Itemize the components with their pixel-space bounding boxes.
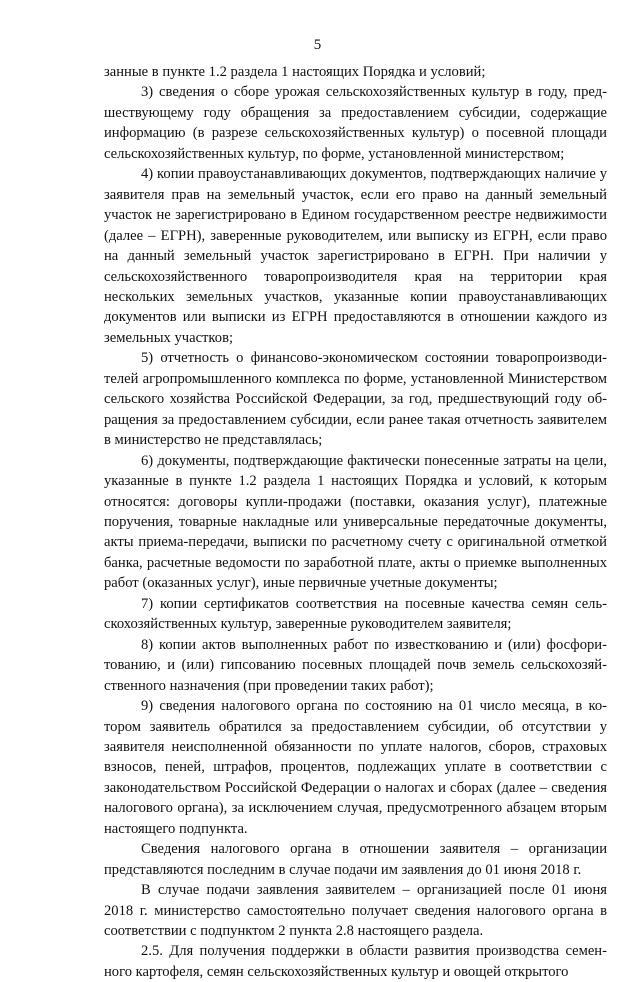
paragraph-section-2-5: 2.5. Для получения поддержки в области развития производства семенного картофеля, семян сельскохозяйственных культур и овощей открытого (104, 943, 607, 980)
document-body (104, 62, 607, 982)
paragraph-item-4: 4) копии правоустанавливающих документов, подтверждающих наличие у заявителя прав на земельный участок, если его право на данный земельный участок не зарегистрировано в Едином государственном реестре недвижимости (далее – ЕГРН), заверенные руководителем, или выписку из ЕГРН, если право на данный земельный участок зарегистрировано в ЕГРН. При наличии у сельскохозяйственного товаропроизводителя края на территории края нескольких земельных участков, указанные копии правоустанавливающих документов или выписки из ЕГРН предоставляются в отношении каждого из земельных участков; (104, 166, 607, 346)
paragraph-item-6: 6) документы, подтверждающие фактически понесенные затраты на цели, указанные в пункте 1.2 раздела 1 настоящих Порядка и условий, к которым относятся: договоры купли-продажи (поставки, оказания услуг), платежные поручения, товарные накладные или универсальные передаточные документы, акты приема-передачи, выписки по расчетному счету с оригинальной отметкой банка, расчетные ведомости по заработной плате, акты о приемке выполненных работ (оказанных услуг), иные первичные учетные документы; (104, 452, 607, 592)
paragraph-item-7: 7) копии сертификатов соответствия на посевные качества семян сельскохозяйственных культур, заверенные руководителем заявителя; (104, 595, 607, 633)
page-number: 5 (313, 37, 322, 53)
paragraph-tax-info-after-june: В случае подачи заявления заявителем – организацией после 01 июня 2018 г. министерство самостоятельно получает сведения налогового органа в соответствии с подпунктом 2 пункта 2.8 настоящего раздела. (104, 882, 607, 940)
paragraph-tax-info-organization: Сведения налогового органа в отношении заявителя – организации представляются последним в случае подачи им заявления до 01 июня 2018 г. (104, 841, 607, 878)
paragraph-item-5: 5) отчетность о финансово-экономическом состоянии товаропроизводителей агропромышленного комплекса по форме, установленной Министерством сельского хозяйства Российской Федерации, за год, предшествующий году обращения за предоставлением субсидии, если ранее такая отчетность заявителем в министерство не представлялась; (104, 350, 607, 449)
paragraph-item-3: 3) сведения о сборе урожая сельскохозяйственных культур в году, предшествующему году обращения за предоставлением субсидии, содержащие информацию (в разрезе сельскохозяйственных культур) о посевной площади сельскохозяйственных культур, по форме, установленной министерством; (104, 84, 607, 162)
paragraph-item-9: 9) сведения налогового органа по состоянию на 01 число месяца, в котором заявитель обратился за предоставлением субсидии, об отсутствии у заявителя неисполненной обязанности по уплате налогов, сборов, страховых взносов, пеней, штрафов, процентов, подлежащих уплате в соответствии с законодательством Российской Федерации о налогах и сборах (далее – сведения налогового органа), за исключением случая, предусмотренного абзацем вторым настоящего подпункта. (104, 698, 607, 837)
paragraph-item-8: 8) копии актов выполненных работ по известкованию и (или) фосфоритованию, и (или) гипсованию посевных площадей почв земель сельскохозяйственного назначения (при проведении таких работ); (104, 636, 607, 694)
paragraph-continuation: занные в пункте 1.2 раздела 1 настоящих Порядка и условий; (104, 64, 486, 80)
